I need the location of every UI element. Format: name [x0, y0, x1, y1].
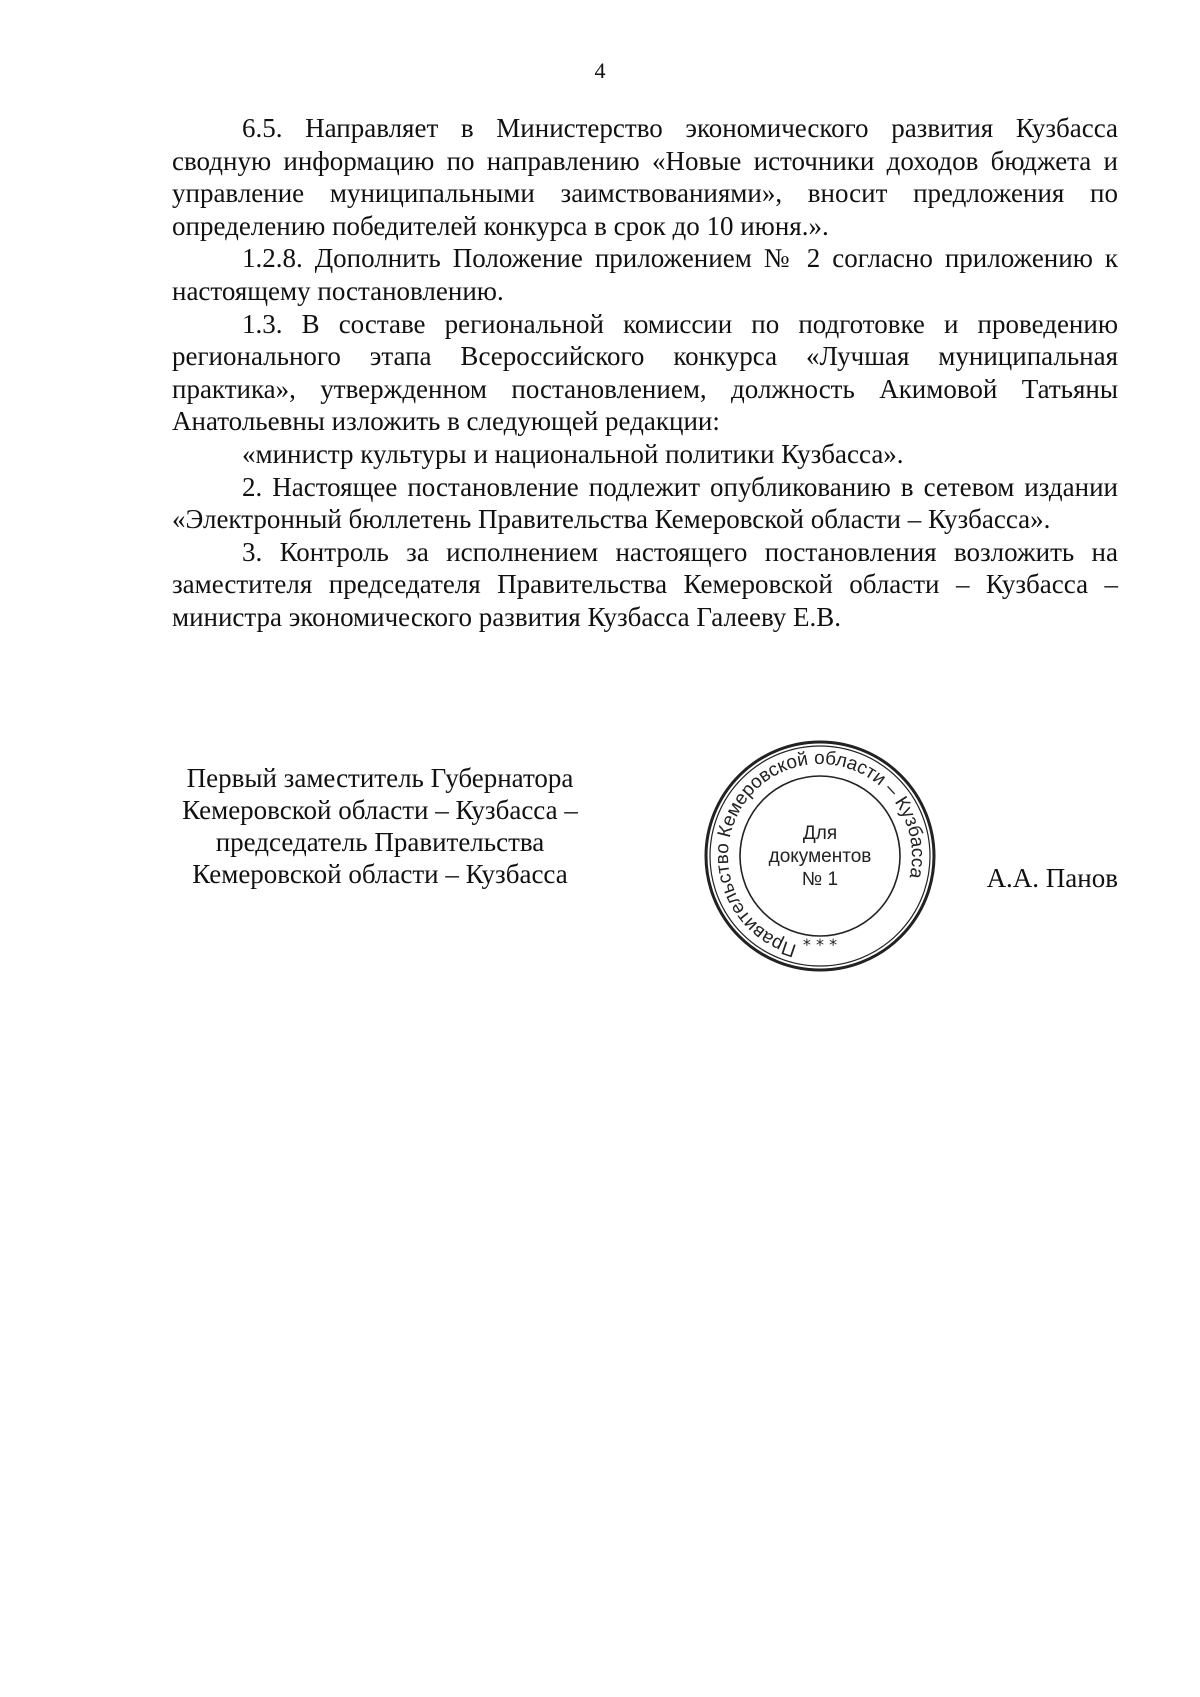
official-seal: [700, 736, 940, 976]
document-body: [172, 112, 1118, 634]
seal-stars: * * *: [802, 935, 838, 954]
signer-title-line: председатель Правительства: [215, 827, 545, 857]
signer-title-line: Кемеровской области – Кузбасса: [192, 859, 568, 889]
paragraph-2-publication: 2. Настоящее постановление подлежит опубликованию в сетевом издании «Электронный бюллетень Правительства Кемеровской области – Кузбасса».: [172, 471, 1118, 535]
seal-center-line: документов: [768, 846, 872, 867]
seal-center-line: Для: [802, 823, 838, 844]
paragraph-3-control: 3. Контроль за исполнением настоящего постановления возложить на заместителя председателя Правительства Кемеровской области – Кузбасса – министра экономического развития Кузбасса Галееву Е.В.: [172, 536, 1118, 632]
paragraph-new-position: «министр культуры и национальной политики Кузбасса».: [242, 438, 904, 469]
signer-title-line: Первый заместитель Губернатора: [186, 763, 574, 793]
signer-title-line: Кемеровской области – Кузбасса –: [182, 795, 578, 825]
paragraph-1-3: 1.3. В составе региональной комиссии по подготовке и проведению регионального этапа Всероссийского конкурса «Лучшая муниципальная практика», утвержденном постановлением, должность Акимовой Татьяны Анатольевны изложить в следующей редакции:: [172, 308, 1118, 437]
paragraph-6-5: 6.5. Направляет в Министерство экономического развития Кузбасса сводную информацию по направлению «Новые источники доходов бюджета и управление муниципальными заимствованиями», вносит предложения по определению победителей конкурса в срок до 10 июня.».: [172, 113, 1118, 241]
signer-name: А.А. Панов: [986, 863, 1118, 893]
seal-graphic: [700, 736, 940, 976]
seal-ring-text: Правительство Кемеровской области – Кузбасса: [711, 747, 929, 961]
paragraph-1-2-8: 1.2.8. Дополнить Положение приложением № 2 согласно приложению к настоящему постановлению.: [172, 243, 1118, 306]
page-number: 4: [594, 58, 606, 83]
signer-title: [160, 762, 600, 890]
seal-center-line: № 1: [801, 869, 839, 890]
